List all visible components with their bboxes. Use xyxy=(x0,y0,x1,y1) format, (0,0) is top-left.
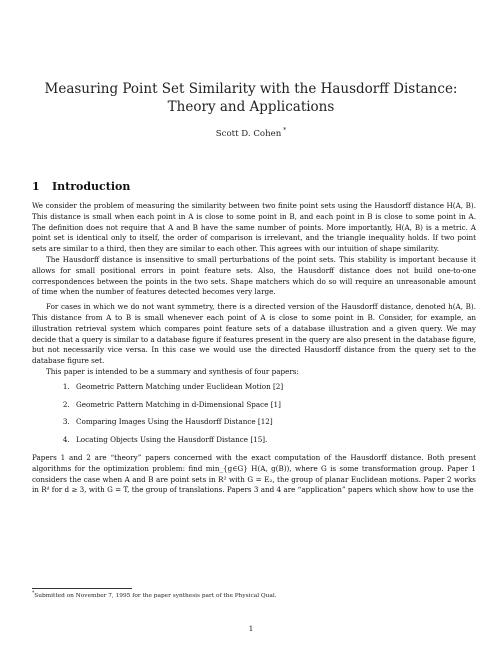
author-footnote-mark: * xyxy=(283,127,287,134)
reference-item: 4. Locating Objects Using the Hausdorff Distance [15]. xyxy=(72,435,476,446)
title-line-2: Theory and Applications xyxy=(167,99,335,115)
reference-item: 3. Comparing Images Using the Hausdorff Distance [12] xyxy=(72,417,476,428)
paragraph-2: The Hausdorff distance is insensitive to small perturbations of the point sets. This stability is important because it allows for small positional errors in point feature sets. Also, the Hausdorff distance does not build one-to-one correspondences between the points in the two sets. Shape matchers which do so will require an unreasonable amount of time when the number of features detected becomes very large. xyxy=(32,254,476,297)
title-line-1: Measuring Point Set Similarity with the Hausdorff Distance: xyxy=(44,81,458,97)
author-line xyxy=(40,127,462,139)
footnote-rule xyxy=(32,588,132,589)
section-title: Introduction xyxy=(52,180,131,193)
reference-item: 2. Geometric Pattern Matching in d-Dimensional Space [1] xyxy=(72,400,476,411)
paper-title xyxy=(40,80,462,116)
body-text xyxy=(32,201,476,496)
section-number: 1 xyxy=(32,180,40,193)
paragraph-1: We consider the problem of measuring the similarity between two finite point sets using the Hausdorff distance H(A, B). This distance is small when each point in A is close to some point in B, and each point in B is close to some point in A. The definition does not require that A and B have the same number of points. More importantly, H(A, B) is a metric. A point set is identical only to itself, the order of comparison is irrelevant, and the triangle inequality holds. If two point sets are similar to a third, then they are similar to each other. This agrees with our intuition of shape similarity. xyxy=(32,201,476,254)
reference-item: 1. Geometric Pattern Matching under Euclidean Motion [2] xyxy=(72,382,476,393)
paragraph-4: This paper is intended to be a summary and synthesis of four papers: xyxy=(46,366,299,376)
footnote-mark: * xyxy=(32,591,35,596)
paragraph-3: For cases in which we do not want symmetry, there is a directed version of the Hausdorff distance, denoted h(A, B). This distance from A to B is small whenever each point of A is close to some point in B. Consider, for example, an illustration retrieval system which compares point feature sets of a database illustration and a given query. We may decide that a query is similar to a database figure if features present in the query are also present in the database figure, but not necessarily vice versa. In this case we would use the directed Hausdorff distance from the query set to the database figure set. xyxy=(32,302,476,366)
footnote-text: Submitted on November 7, 1995 for the paper synthesis part of the Physical Qual. xyxy=(34,592,277,599)
page-number: 1 xyxy=(248,624,254,633)
reference-list xyxy=(32,382,476,446)
closing-paragraph: Papers 1 and 2 are “theory” papers concerned with the exact computation of the Hausdorff distance. Both present algorithms for the optimization problem: find min_{g∈G} H(A, g(B)), where G is some transformation group. Paper 1 considers the case when A and B are point sets in R² with G = E₂, the group of planar Euclidean motions. Paper 2 works in Rᵈ for d ≥ 3, with G = T, the group of translations. Papers 3 and 4 are “application” papers which show how to use the xyxy=(32,452,476,495)
section-heading xyxy=(32,180,130,193)
author-name: Scott D. Cohen xyxy=(215,128,282,139)
footnote xyxy=(32,591,476,599)
